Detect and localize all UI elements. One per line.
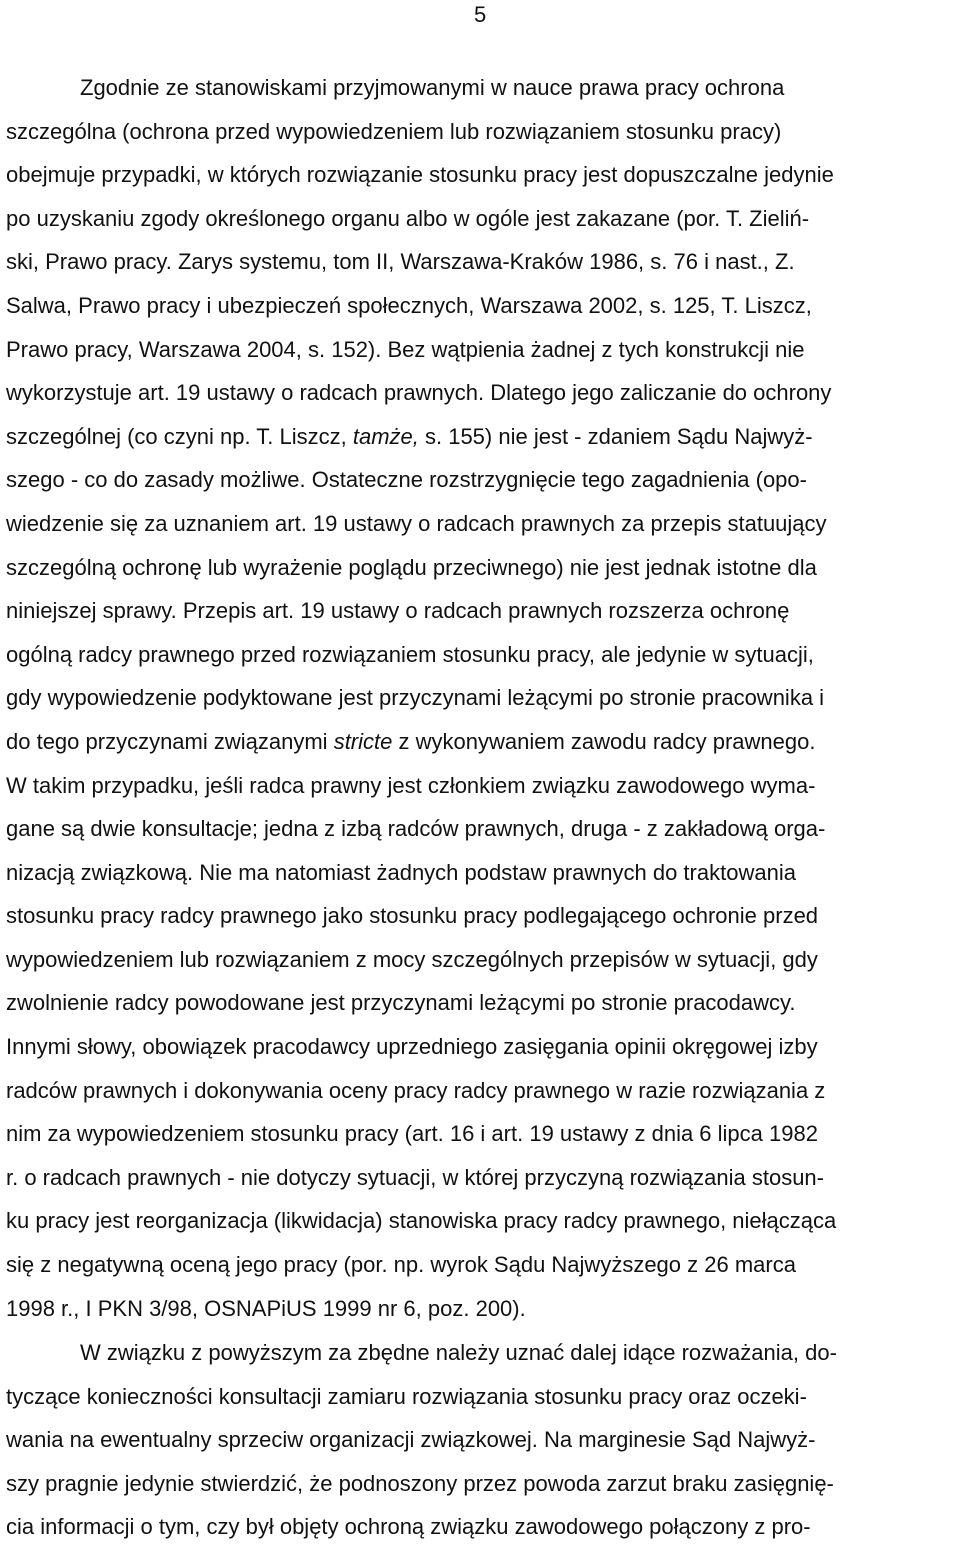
text-line: nizacją związkową. Nie ma natomiast żadnych podstaw prawnych do traktowania: [6, 859, 796, 885]
text-line: po uzyskaniu zgody określonego organu albo w ogóle jest zakazane (por. T. Zieliń-: [6, 205, 810, 231]
text-line: szy pragnie jedynie stwierdzić, że podnoszony przez powoda zarzut braku zasięgnię-: [6, 1470, 834, 1496]
italic-text-run: tamże,: [352, 423, 419, 449]
text-line: obejmuje przypadki, w których rozwiązanie stosunku pracy jest dopuszczalne jedynie: [6, 162, 834, 188]
text-line: radców prawnych i dokonywania oceny pracy radcy prawnego w razie rozwiązania z: [6, 1077, 826, 1103]
text-line: wiedzenie się za uznaniem art. 19 ustawy o radcach prawnych za przepis statuujący: [6, 510, 827, 536]
text-line: niniejszej sprawy. Przepis art. 19 ustawy o radcach prawnych rozszerza ochronę: [6, 598, 790, 624]
text-line: szczególną ochronę lub wyrażenie poglądu przeciwnego) nie jest jednak istotne dla: [6, 554, 817, 580]
text-line: ku pracy jest reorganizacja (likwidacja) stanowiska pracy radcy prawnego, niełącząca: [6, 1208, 837, 1234]
text-line: zwolnienie radcy powodowane jest przyczynami leżącymi po stronie pracodawcy.: [6, 990, 796, 1016]
text-line: się z negatywną oceną jego pracy (por. np. wyrok Sądu Najwyższego z 26 marca: [6, 1252, 796, 1278]
text-run: z wykonywaniem zawodu radcy prawnego.: [392, 728, 816, 754]
text-line: Salwa, Prawo pracy i ubezpieczeń społecznych, Warszawa 2002, s. 125, T. Liszcz,: [6, 292, 812, 318]
text-run: do tego przyczynami związanymi: [6, 728, 334, 754]
text-line: tyczące konieczności konsultacji zamiaru rozwiązania stosunku pracy oraz oczeki-: [6, 1383, 807, 1409]
text-line: W takim przypadku, jeśli radca prawny jest członkiem związku zawodowego wyma-: [6, 772, 816, 798]
text-line: szczególna (ochrona przed wypowiedzeniem lub rozwiązaniem stosunku pracy): [6, 118, 782, 144]
text-line: ogólną radcy prawnego przed rozwiązaniem stosunku pracy, ale jedynie w sytuacji,: [6, 641, 814, 667]
text-line: szego - co do zasady możliwe. Ostateczne rozstrzygnięcie tego zagadnienia (opo-: [6, 467, 807, 493]
text-line: wypowiedzeniem lub rozwiązaniem z mocy szczególnych przepisów w sytuacji, gdy: [6, 946, 818, 972]
text-line: nim za wypowiedzeniem stosunku pracy (art. 16 i art. 19 ustawy z dnia 6 lipca 1982: [6, 1121, 818, 1147]
text-line: ski, Prawo pracy. Zarys systemu, tom II, Warszawa-Kraków 1986, s. 76 i nast., Z.: [6, 249, 795, 275]
text-line: Prawo pracy, Warszawa 2004, s. 152). Bez wątpienia żadnej z tych konstrukcji nie: [6, 336, 805, 362]
text-line: gane są dwie konsultacje; jedna z izbą radców prawnych, druga - z zakładową orga-: [6, 816, 826, 842]
text-line: [6, 415, 936, 459]
text-line: gdy wypowiedzenie podyktowane jest przyczynami leżącymi po stronie pracownika i: [6, 685, 825, 711]
text-line: cia informacji o tym, czy był objęty ochroną związku zawodowego połączony z pro-: [6, 1514, 811, 1540]
text-line: [6, 720, 936, 764]
text-line: W związku z powyższym za zbędne należy uznać dalej idące rozważania, do-: [80, 1340, 837, 1365]
text-line: wania na ewentualny sprzeciw organizacji związkowej. Na marginesie Sąd Najwyż-: [6, 1427, 816, 1453]
text-line: Zgodnie ze stanowiskami przyjmowanymi w nauce prawa pracy ochrona: [80, 75, 785, 100]
text-line: Innymi słowy, obowiązek pracodawcy uprzedniego zasięgania opinii okręgowej izby: [6, 1034, 818, 1060]
text-line: 1998 r., I PKN 3/98, OSNAPiUS 1999 nr 6, poz. 200).: [6, 1295, 526, 1321]
text-run: s. 155) nie jest - zdaniem Sądu Najwyż-: [418, 423, 813, 449]
page-number: 5: [474, 2, 487, 27]
paragraph-2: [6, 1331, 936, 1549]
text-line: wykorzystuje art. 19 ustawy o radcach prawnych. Dlatego jego zaliczanie do ochrony: [6, 380, 832, 406]
text-line: stosunku pracy radcy prawnego jako stosunku pracy podlegającego ochronie przed: [6, 903, 819, 929]
text-run: szczególnej (co czyni np. T. Liszcz,: [6, 423, 353, 449]
paragraph-1: [6, 66, 936, 1330]
italic-text-run: stricte: [333, 728, 393, 754]
text-line: r. o radcach prawnych - nie dotyczy sytuacji, w której przyczyną rozwiązania stosun-: [6, 1164, 824, 1190]
